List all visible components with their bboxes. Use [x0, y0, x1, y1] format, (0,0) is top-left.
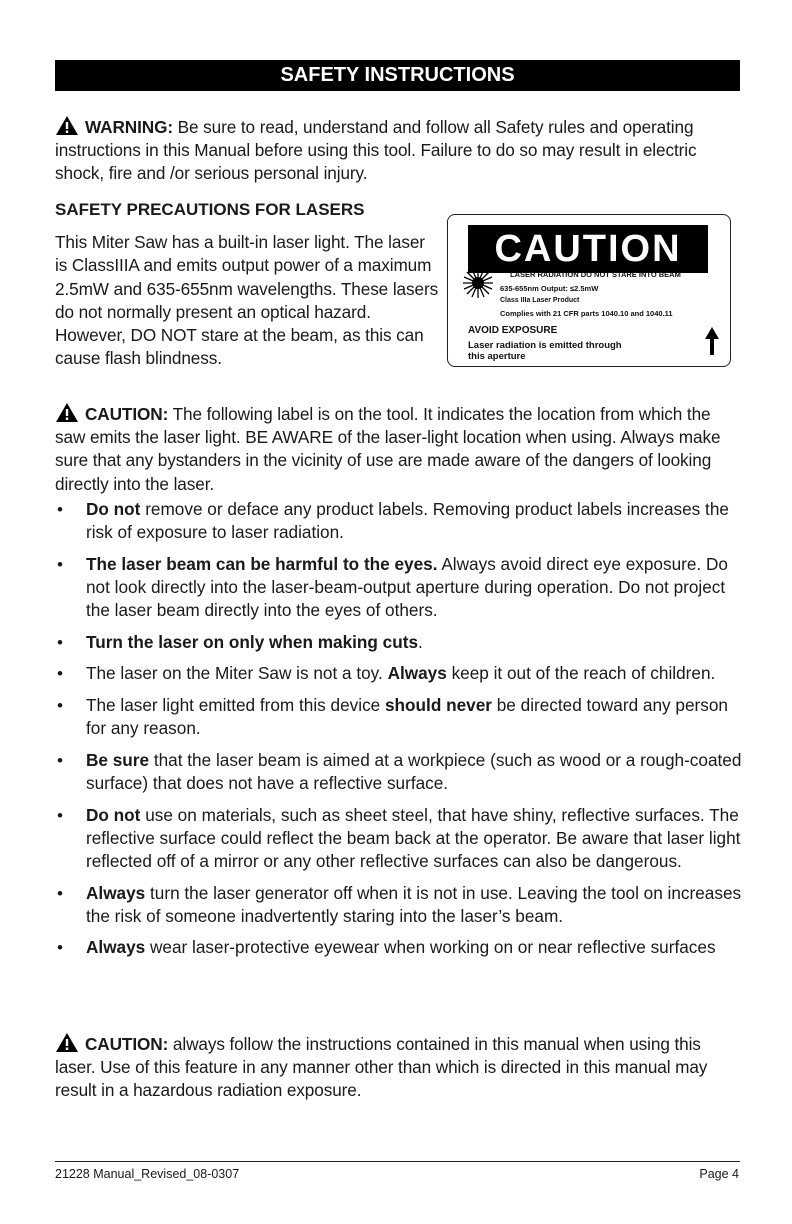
label-avoid-exposure: AVOID EXPOSURE — [468, 325, 558, 336]
aperture-arrow-icon — [705, 327, 719, 355]
list-item: • The laser beam can be harmful to the eyes. Always avoid direct eye exposure. Do not look directly into the laser-beam-output aperture during operation. Do not project the laser beam directly into the eyes of others. — [55, 553, 745, 623]
caution-text-2: always follow the instructions contained in this manual when using this laser. Use of this feature in any manner other than which is directed in this manual may result in a hazardous radiation exposure. — [55, 1034, 708, 1101]
warning-triangle-icon — [55, 115, 79, 136]
label-aperture-line2: this aperture — [468, 351, 526, 362]
label-compliance: Complies with 21 CFR parts 1040.10 and 1040.11 — [500, 309, 673, 318]
laser-starburst-icon — [462, 267, 494, 299]
list-item: • The laser light emitted from this device should never be directed toward any person for any reason. — [55, 694, 745, 740]
warning-triangle-icon — [55, 402, 79, 423]
list-item: • Do not use on materials, such as sheet steel, that have shiny, reflective surfaces. The reflective surface could reflect the beam back at the operator. Be aware that laser light reflected off of a mirror or any other reflective surfaces can also be dangerous. — [55, 804, 745, 874]
warning-paragraph — [55, 115, 745, 186]
caution-text-1: The following label is on the tool. It indicates the location from which the saw emits the laser light. BE AWARE of the laser-light location when using. Always make sure that any bystanders in the vicinity of use are made aware of the dangers of looking directly into the laser. — [55, 404, 721, 494]
label-output-spec: 635-655nm Output: ≤2.5mW — [500, 284, 599, 293]
list-item: • Always wear laser-protective eyewear when working on or near reflective surfaces — [55, 936, 745, 959]
warning-text: Be sure to read, understand and follow all Safety rules and operating instructions in this Manual before using this tool. Failure to do so may result in electric shock, fire and /or serious personal injury. — [55, 117, 697, 184]
warning-label: WARNING: — [85, 117, 173, 137]
list-item: • Turn the laser on only when making cuts. — [55, 631, 745, 654]
label-aperture-line1: Laser radiation is emitted through — [468, 340, 622, 351]
label-radiation-warning: LASER RADIATION DO NOT STARE INTO BEAM — [510, 270, 681, 279]
footer-document-id: 21228 Manual_Revised_08-0307 — [55, 1167, 240, 1181]
list-item: • Be sure that the laser beam is aimed at a workpiece (such as wood or a rough-coated surface) that does not have a reflective surface. — [55, 749, 745, 795]
list-item: • Do not remove or deface any product labels. Removing product labels increases the risk of exposure to laser radiation. — [55, 498, 745, 544]
laser-paragraph: This Miter Saw has a built-in laser light. The laser is ClassIIIA and emits output power of a maximum 2.5mW and 635-655nm wavelengths. These lasers do not normally present an optical hazard. However, DO NOT stare at the beam, as this can cause flash blindness. — [55, 232, 439, 369]
caution-label-2: CAUTION: — [85, 1034, 169, 1054]
caution-paragraph-1 — [55, 402, 745, 496]
list-item: • Always turn the laser generator off when it is not in use. Leaving the tool on increases the risk of someone inadvertently staring into the laser’s beam. — [55, 882, 745, 928]
caution-paragraph-2 — [55, 1032, 745, 1103]
caution-label-1: CAUTION: — [85, 404, 169, 424]
footer-page-number: Page 4 — [699, 1167, 739, 1181]
footer-divider — [55, 1161, 740, 1162]
warning-triangle-icon — [55, 1032, 79, 1053]
laser-section-heading: SAFETY PRECAUTIONS FOR LASERS — [55, 200, 365, 219]
caution-laser-label — [447, 214, 731, 367]
laser-safety-list — [55, 498, 745, 968]
list-item: • The laser on the Miter Saw is not a toy. Always keep it out of the reach of children. — [55, 662, 745, 685]
label-class: Class IIIa Laser Product — [500, 297, 580, 304]
page-title: SAFETY INSTRUCTIONS — [55, 60, 740, 91]
caution-label-title: CAUTION — [468, 225, 708, 273]
